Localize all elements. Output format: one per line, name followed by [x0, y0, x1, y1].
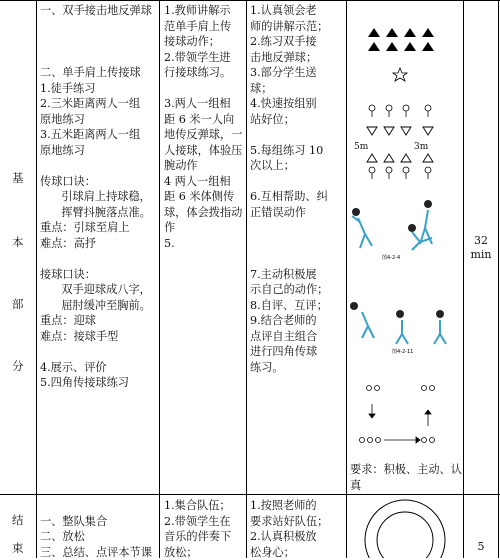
- text-line: 地传反弹球，一: [164, 127, 242, 143]
- text-line: 1.教师讲解示: [164, 3, 242, 19]
- text-line: 一、整队集合: [40, 514, 152, 530]
- text-line: 音乐的伴奏下: [164, 529, 231, 545]
- text-line: 作: [164, 220, 242, 236]
- figure-caption: 图4-2-4: [382, 254, 400, 261]
- requirement-text: 要求：积极、主动、认: [350, 462, 462, 478]
- text-line: 师的讲解示范；: [250, 19, 328, 35]
- text-line: 9.结合老师的: [250, 313, 328, 329]
- section-char: 束: [12, 540, 24, 556]
- text-line: 要求站好队伍；: [250, 514, 328, 530]
- text-line: 球，体会拨指动: [164, 205, 242, 221]
- text-line: 5.: [164, 236, 242, 252]
- text-line: 2.带领学生在: [164, 514, 231, 530]
- time-ending: 5: [464, 540, 498, 553]
- text-line: 击地反弹球；: [250, 50, 328, 66]
- text-line: 2.认真积极放: [250, 529, 328, 545]
- text-line: 难点：接球手型: [40, 329, 152, 345]
- figure-caption: 图4-2-11: [392, 348, 413, 355]
- text-line: 1.集合队伍；: [164, 498, 231, 514]
- time-basic: 32 min: [464, 234, 498, 262]
- text-line: 距 6 米一人向: [164, 112, 242, 128]
- text-line: 3.五米距离两人一组: [40, 127, 152, 143]
- text-line: 人接球，体验压: [164, 143, 242, 159]
- text-line: 原地练习: [40, 143, 152, 159]
- text-line: 2.带领学生进: [164, 50, 242, 66]
- text-line: 1.按照老师的: [250, 498, 328, 514]
- text-line: 5.四角传接球练习: [40, 375, 152, 391]
- text-line: 点评自主组合: [250, 329, 328, 345]
- relaxation-circle-icon: [365, 500, 445, 558]
- text-line: 引球肩上持球稳，: [40, 189, 152, 205]
- triangle-formation-icon: [368, 28, 434, 51]
- text-line: 2.三米距离两人一组: [40, 96, 152, 112]
- text-line: 重点：引球至肩上: [40, 220, 152, 236]
- requirement-text-cont: 真: [350, 478, 361, 494]
- text-line: 一、双手接击地反弹球: [40, 3, 152, 19]
- text-line: 接球口诀：: [40, 267, 152, 283]
- text-line: 站好位；: [250, 112, 328, 128]
- distance-5m-label: 5m: [354, 140, 368, 156]
- text-line: 行接球练习。: [164, 65, 242, 81]
- text-line: 三、总结、点评本节课: [40, 545, 152, 560]
- text-line: 5.每组练习 10: [250, 143, 328, 159]
- section-char: 部: [12, 296, 24, 312]
- text-line: 正错误动作: [250, 205, 328, 221]
- text-line: 3.部分学生送: [250, 65, 328, 81]
- text-line: 1.徒手练习: [40, 81, 152, 97]
- text-line: 6.互相帮助、纠: [250, 189, 328, 205]
- catch-figure-icon: [350, 302, 446, 344]
- text-line: 次以上；: [250, 158, 328, 174]
- text-line: 4.展示、评价: [40, 360, 152, 376]
- text-line: 二、单手肩上传接球: [40, 65, 152, 81]
- teacher-star-icon: [393, 68, 407, 81]
- section-char: 基: [12, 170, 24, 186]
- text-line: 二、放松: [40, 529, 152, 545]
- text-line: 接球动作；: [164, 34, 242, 50]
- player-icon: [369, 105, 431, 117]
- text-line: 松身心；: [250, 545, 328, 560]
- text-line: 进行四角传球: [250, 344, 328, 360]
- section-char: 本: [12, 234, 24, 250]
- text-line: 原地练习: [40, 112, 152, 128]
- section-char: 分: [12, 358, 24, 374]
- section-char: 结: [12, 512, 24, 528]
- text-line: 8.自评、互评；: [250, 298, 328, 314]
- text-line: 腕动作: [164, 158, 242, 174]
- distance-3m-label: 3m: [414, 140, 428, 156]
- text-line: 练习。: [250, 360, 328, 376]
- text-line: 传球口诀：: [40, 174, 152, 190]
- pass-figure-icon: [352, 200, 432, 250]
- text-line: 7.主动积极展: [250, 267, 328, 283]
- text-line: 示自己的动作；: [250, 282, 328, 298]
- text-line: 4.快速按组别: [250, 96, 328, 112]
- player-icon: [369, 167, 431, 179]
- text-line: 挥臂抖腕落点准。: [40, 205, 152, 221]
- text-line: 4 两人一组相: [164, 174, 242, 190]
- text-line: 1.认真领会老: [250, 3, 328, 19]
- text-line: 双手迎球成八字，: [40, 282, 152, 298]
- text-line: 难点：高抒: [40, 236, 152, 252]
- text-line: 3.两人一组相: [164, 96, 242, 112]
- text-line: 重点：迎球: [40, 313, 152, 329]
- text-line: 放松；: [164, 545, 231, 560]
- text-line: 距 6 米体侧传: [164, 189, 242, 205]
- text-line: 屈肘缓冲至胸前。: [40, 298, 152, 314]
- text-line: 范单手肩上传: [164, 19, 242, 35]
- text-line: 球；: [250, 81, 328, 97]
- text-line: 2.练习双手接: [250, 34, 328, 50]
